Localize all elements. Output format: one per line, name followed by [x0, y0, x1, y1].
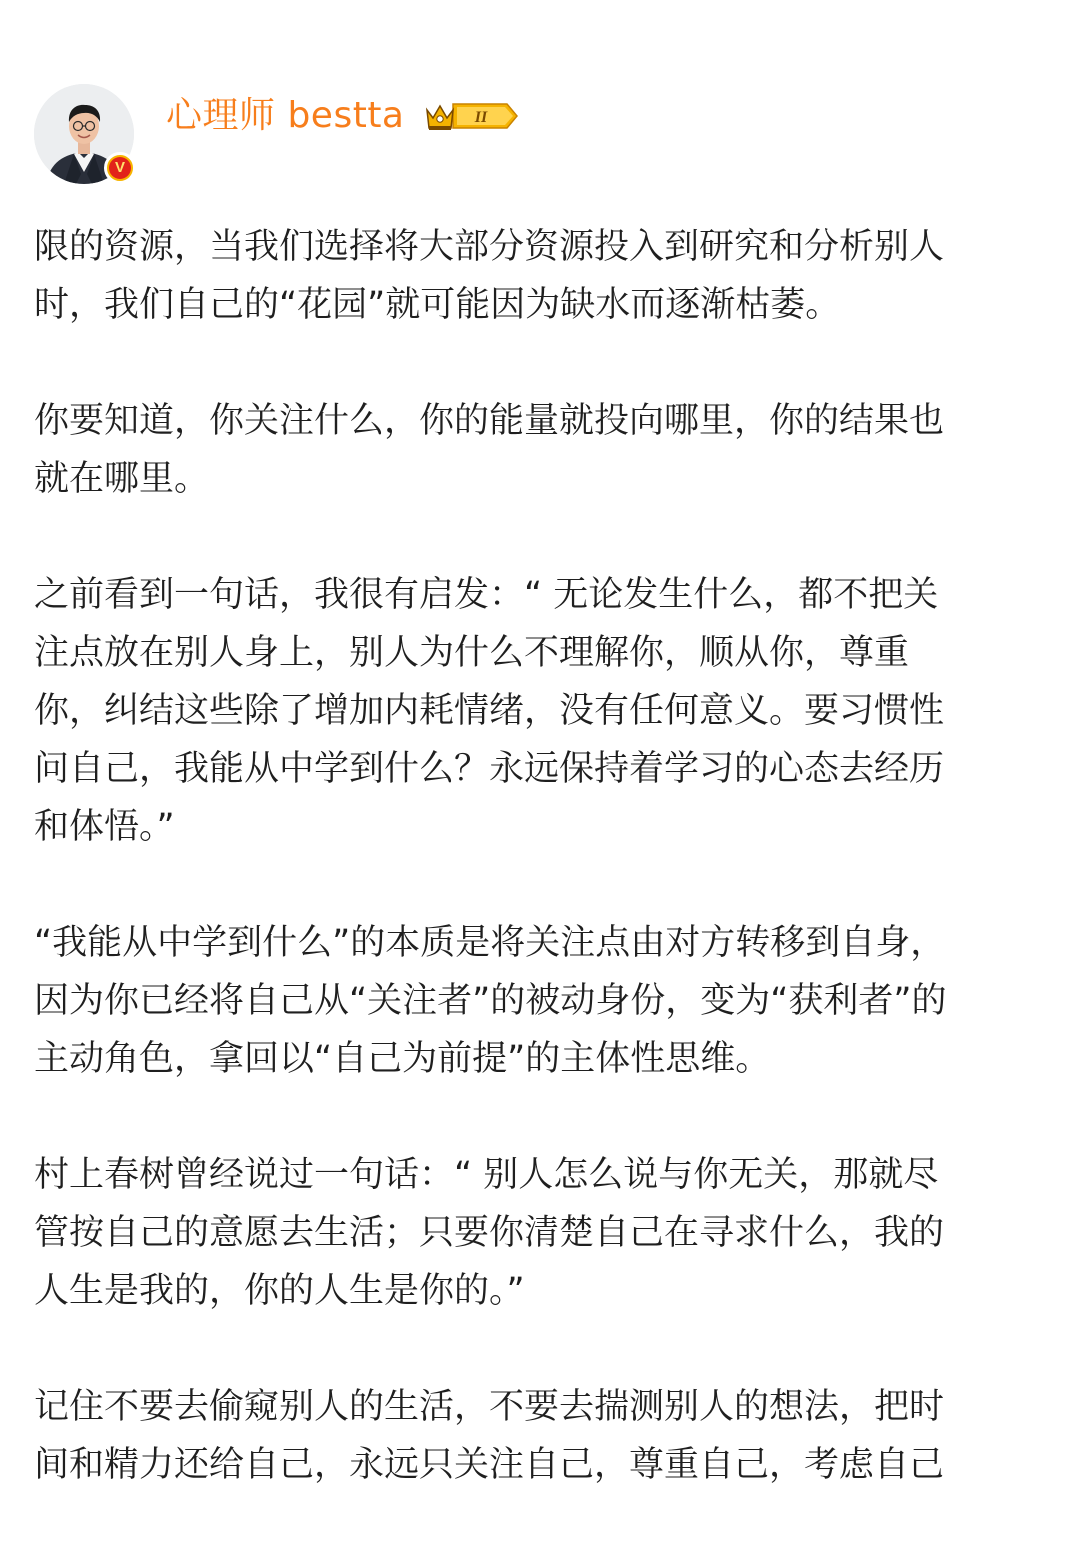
paragraph — [34, 1146, 1044, 1320]
text-line: 记住不要去偷窥别人的生活，不要去揣测别人的想法，把时 — [34, 1387, 945, 1427]
author-row — [166, 94, 519, 138]
paragraph — [34, 1378, 1044, 1494]
text-line: 和体悟。” — [34, 807, 175, 847]
text-line: 问自己，我能从中学到什么？永远保持着学习的心态去经历 — [34, 749, 945, 789]
paragraph — [34, 392, 1044, 508]
paragraph — [34, 218, 1044, 334]
text-line: 因为你已经将自己从“关注者”的被动身份，变为“获利者”的 — [34, 981, 947, 1021]
vip-level: II — [474, 109, 487, 126]
text-line: “我能从中学到什么”的本质是将关注点由对方转移到自身， — [34, 923, 946, 963]
post-body — [34, 218, 1044, 1552]
text-line: 就在哪里。 — [34, 459, 210, 499]
crown-vip-badge-icon[interactable] — [423, 96, 519, 136]
verified-v-icon — [104, 152, 136, 184]
text-line: 限的资源，当我们选择将大部分资源投入到研究和分析别人 — [34, 227, 945, 267]
username[interactable]: 心理师 bestta — [166, 95, 405, 136]
text-line: 人生是我的，你的人生是你的。” — [34, 1271, 525, 1311]
text-line: 管按自己的意愿去生活；只要你清楚自己在寻求什么，我的 — [34, 1213, 945, 1253]
avatar[interactable] — [34, 84, 134, 184]
post-header — [34, 84, 519, 188]
text-line: 主动角色，拿回以“自己为前提”的主体性思维。 — [34, 1039, 771, 1079]
text-line: 时，我们自己的“花园”就可能因为缺水而逐渐枯萎。 — [34, 285, 841, 325]
paragraph — [34, 914, 1044, 1088]
text-line: 村上春树曾经说过一句话：“ 别人怎么说与你无关，那就尽 — [34, 1155, 939, 1195]
text-line: 你，纠结这些除了增加内耗情绪，没有任何意义。要习惯性 — [34, 691, 945, 731]
text-line: 注点放在别人身上，别人为什么不理解你，顺从你，尊重 — [34, 633, 910, 673]
text-line: 之前看到一句话，我很有启发：“ 无论发生什么，都不把关 — [34, 575, 939, 615]
verified-badge-letter: V — [109, 157, 131, 179]
text-line: 间和精力还给自己，永远只关注自己，尊重自己，考虑自己 — [34, 1445, 945, 1485]
text-line: 你要知道，你关注什么，你的能量就投向哪里，你的结果也 — [34, 401, 945, 441]
paragraph — [34, 566, 1044, 856]
